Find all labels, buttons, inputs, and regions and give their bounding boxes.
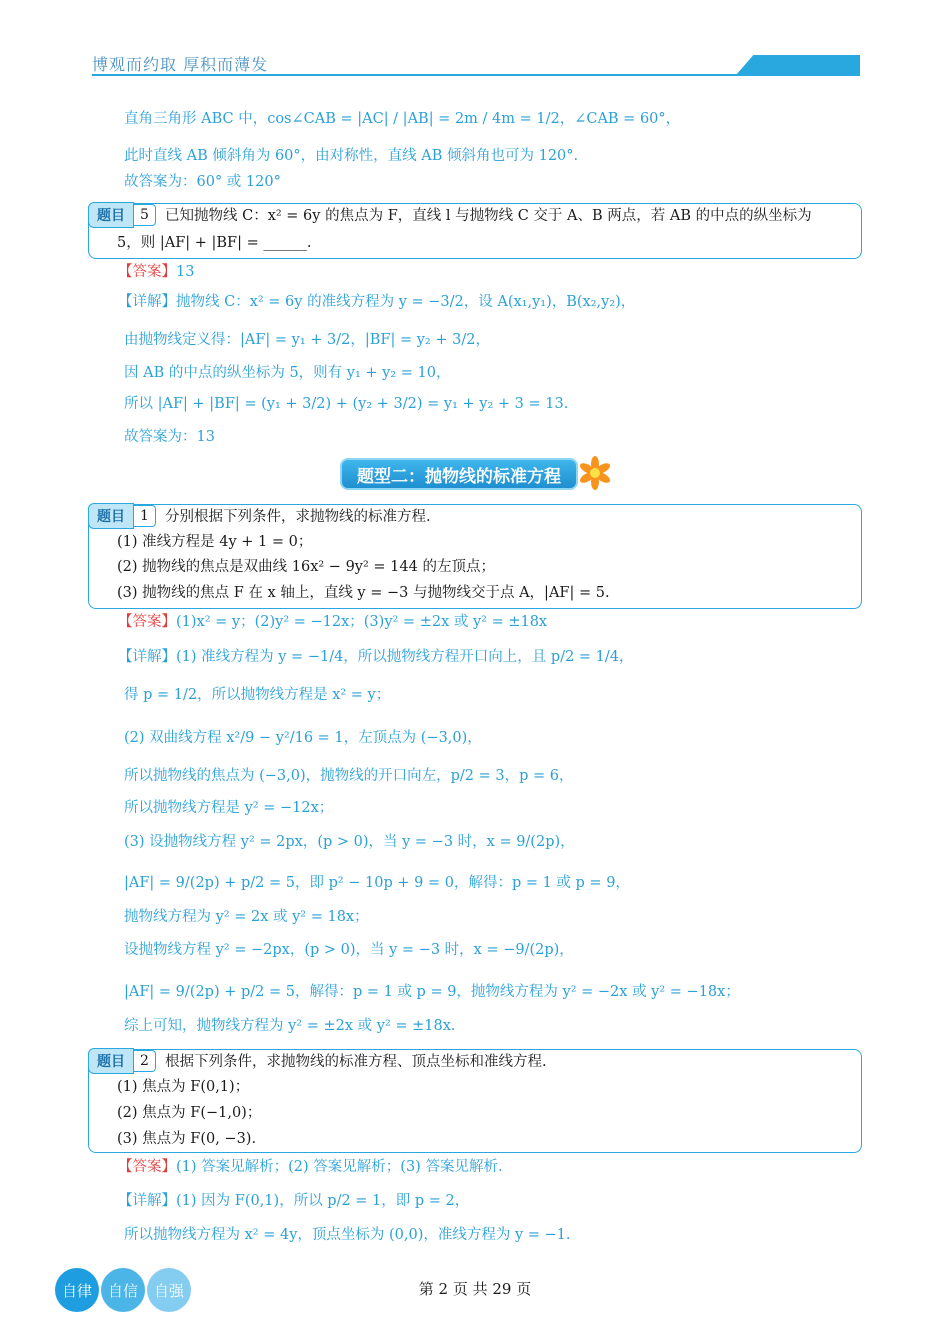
detail-text: |AF| = 9/(2p) + p/2 = 5，即 p² − 10p + 9 = 0，解得：p = 1 或 p = 9， (124, 875, 630, 891)
detail-text: (1) 准线方程为 y = −1/4，所以抛物线方程开口向上，且 p/2 = 1/4， (176, 649, 634, 665)
detail-text: 故答案为：13 (124, 429, 215, 445)
question-text: (2) 焦点为 F(−1,0)； (117, 1105, 262, 1121)
detail-text: |AF| = 9/(2p) + p/2 = 5，解得：p = 1 或 p = 9，抛物线方程为 y² = −2x 或 y² = −18x； (124, 984, 740, 1000)
question-text: (3) 焦点为 F(0, −3). (117, 1131, 257, 1147)
detail-text: 所以抛物线方程是 y² = −12x； (124, 800, 334, 816)
header-decoration (736, 55, 860, 75)
question-text: 5，则 |AF| + |BF| = ______. (117, 235, 312, 251)
text-line: 此时直线 AB 倾斜角为 60°，由对称性，直线 AB 倾斜角也可为 120°. (124, 148, 579, 164)
answer-tag: 【答案】 (118, 264, 176, 280)
detail-tag: 【详解】 (118, 649, 176, 665)
flower-icon (578, 456, 612, 490)
badge-self-strength: 自强 (147, 1268, 191, 1312)
detail-line (118, 292, 635, 312)
detail-text: 因 AB 的中点的纵坐标为 5，则有 y₁ + y₂ = 10， (124, 365, 451, 381)
detail-text: 抛物线 C：x² = 6y 的准线方程为 y = −3/2，设 A(x₁,y₁)，B(x₂,y₂)， (176, 294, 636, 310)
answer-tag: 【答案】 (118, 614, 176, 630)
text-line: 故答案为：60° 或 120° (124, 174, 281, 190)
question-number: 5 (134, 204, 156, 226)
detail-text: 由抛物线定义得：|AF| = y₁ + 3/2，|BF| = y₂ + 3/2， (124, 332, 490, 348)
detail-line (118, 647, 634, 667)
detail-text: (1) 因为 F(0,1)，所以 p/2 = 1，即 p = 2， (176, 1193, 470, 1209)
detail-text: 所以抛物线方程为 x² = 4y，顶点坐标为 (0,0)，准线方程为 y = −1. (124, 1227, 571, 1243)
detail-text: 所以抛物线的焦点为 (−3,0)，抛物线的开口向左，p/2 = 3，p = 6， (124, 768, 574, 784)
question-tag (88, 203, 156, 227)
answer-value: (1) 答案见解析；(2) 答案见解析；(3) 答案见解析. (176, 1159, 503, 1175)
detail-text: 设抛物线方程 y² = −2px，(p > 0)，当 y = −3 时，x = −9/(2p)， (124, 942, 574, 958)
page-number: 第 2 页 共 29 页 (418, 1280, 532, 1298)
detail-text: 所以 |AF| + |BF| = (y₁ + 3/2) + (y₂ + 3/2) = y₁ + y₂ + 3 = 13. (124, 396, 569, 412)
question-box-2 (88, 1049, 862, 1153)
badge-self-confidence: 自信 (101, 1268, 145, 1312)
question-text: (1) 准线方程是 4y + 1 = 0； (117, 534, 313, 550)
badge-self-discipline: 自律 (55, 1268, 99, 1312)
question-text: (2) 抛物线的焦点是双曲线 16x² − 9y² = 144 的左顶点； (117, 559, 495, 575)
section-title: 题型二：抛物线的标准方程 (340, 458, 578, 490)
text-line: 直角三角形 ABC 中，cos∠CAB = |AC| / |AB| = 2m / 4m = 1/2，∠CAB = 60°， (124, 111, 681, 127)
answer-line (118, 262, 194, 282)
detail-tag: 【详解】 (118, 1193, 176, 1209)
question-tag (88, 1049, 156, 1073)
detail-line (118, 1191, 469, 1211)
header-rule (92, 74, 860, 76)
question-label: 题目 (88, 1048, 134, 1074)
question-number: 1 (134, 505, 156, 527)
question-box-5 (88, 203, 862, 259)
answer-value: 13 (176, 264, 195, 280)
question-tag (88, 504, 156, 528)
answer-value: (1)x² = y；(2)y² = −12x；(3)y² = ±2x 或 y² = ±18x (176, 614, 548, 630)
question-label: 题目 (88, 503, 134, 529)
question-text: (1) 焦点为 F(0,1)； (117, 1079, 250, 1095)
question-text: 分别根据下列条件，求抛物线的标准方程. (165, 509, 431, 525)
question-box-1 (88, 504, 862, 609)
header-slogan: 博观而约取 厚积而薄发 (92, 55, 269, 74)
question-text: 已知抛物线 C：x² = 6y 的焦点为 F，直线 l 与抛物线 C 交于 A、B 两点，若 AB 的中点的纵坐标为 (165, 208, 812, 224)
question-number: 2 (134, 1050, 156, 1072)
detail-text: (3) 设抛物线方程 y² = 2px，(p > 0)，当 y = −3 时，x = 9/(2p)， (124, 834, 575, 850)
detail-text: 综上可知，抛物线方程为 y² = ±2x 或 y² = ±18x. (124, 1018, 456, 1034)
answer-line (118, 612, 547, 632)
answer-line (118, 1157, 503, 1177)
detail-text: 得 p = 1/2，所以抛物线方程是 x² = y； (124, 687, 391, 703)
question-label: 题目 (88, 202, 134, 228)
question-text: (3) 抛物线的焦点 F 在 x 轴上，直线 y = −3 与抛物线交于点 A，|AF| = 5. (117, 585, 610, 601)
detail-tag: 【详解】 (118, 294, 176, 310)
detail-text: (2) 双曲线方程 x²/9 − y²/16 = 1，左顶点为 (−3,0)， (124, 730, 482, 746)
answer-tag: 【答案】 (118, 1159, 176, 1175)
question-text: 根据下列条件，求抛物线的标准方程、顶点坐标和准线方程. (165, 1054, 547, 1070)
detail-text: 抛物线方程为 y² = 2x 或 y² = 18x； (124, 909, 369, 925)
